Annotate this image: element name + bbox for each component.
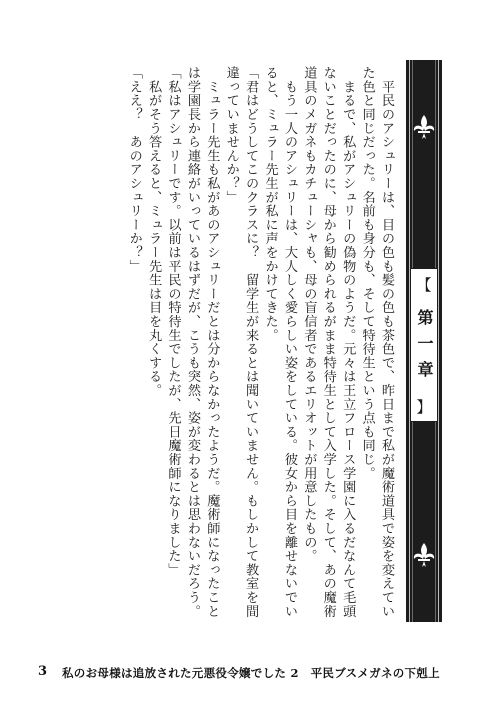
paragraph: 私がそう答えると、ミュラー先生は目を丸くする。 <box>146 66 162 398</box>
page-number: 3 <box>38 664 48 679</box>
paragraph: 平民のアシュリーは、目の色も髪の色も茶色で、昨日まで私が魔術道具で姿を変えていた色と同じだった。名前も身分も、そして特待生という点も同じ。 <box>359 66 394 618</box>
body-text <box>124 66 396 626</box>
chapter-close-bracket: 】 <box>416 398 432 416</box>
chapter-band <box>406 60 442 622</box>
chapter-label: 第一章 <box>415 309 434 387</box>
paragraph: もう一人のアシュリーは、大人しく愛らしい姿をしている。彼女から目を離せないでいると、ミュラー先生が私に声をかけてきた。 <box>262 66 297 618</box>
dialogue-line: 「私はアシュリーです。以前は平民の特待生でしたが、先日魔術師になりました」 <box>165 66 181 577</box>
chapter-open-bracket: 【 <box>416 276 432 294</box>
fleur-de-lis-icon <box>406 540 442 570</box>
paragraph: ミュラー先生も私があのアシュリーだとは分からなかったようだ。魔術師になったことは学園長から連絡がいっているはずだが、こうも突然、姿が変わるとは思わないだろう。 <box>184 66 220 618</box>
paragraph: まるで、私がアシュリーの偽物のようだ。元々は王立フロース学園に入るだなんて毛頭ないことだったのに、母から勧められるがまま特待生として入学した。そして、あの魔術道具のメガネもカチューシャも、母の盲信者であるエリオットが用意したもの。 <box>301 66 356 618</box>
dialogue-line: 「君はどうしてこのクラスに？ 留学生が来るとは聞いていません。もしかして教室を間違っていませんか？」 <box>223 66 259 618</box>
dialogue-line: 「ええ？ あのアシュリーか？」 <box>126 66 142 273</box>
chapter-heading <box>410 268 438 422</box>
fleur-de-lis-icon <box>406 112 442 142</box>
running-title: 私のお母様は追放された元悪役令嬢でした 2 平民ブスメガネの下剋上 <box>62 666 440 680</box>
band-rule <box>438 60 439 622</box>
